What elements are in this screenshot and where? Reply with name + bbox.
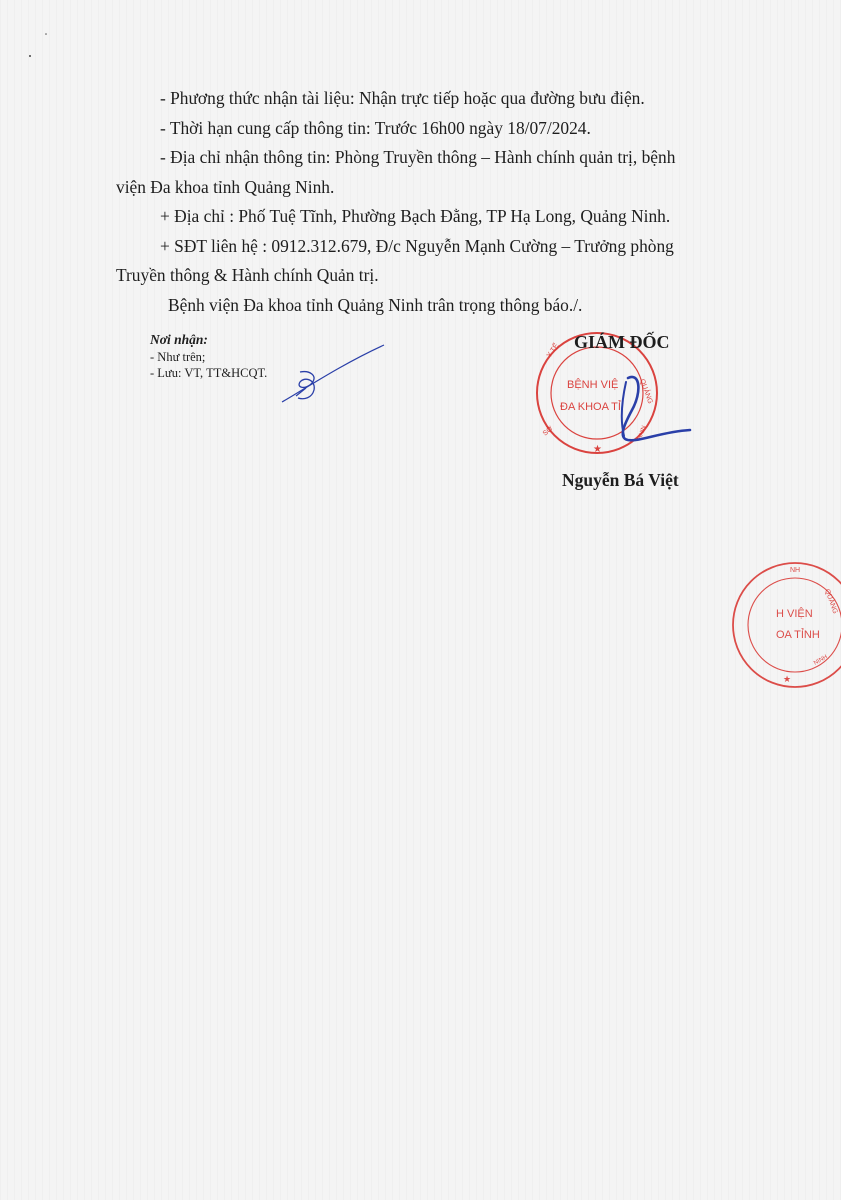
svg-text:SỞ: SỞ: [541, 425, 555, 438]
svg-text:★: ★: [783, 674, 792, 684]
recipient-item: - Như trên;: [150, 350, 206, 364]
svg-text:OA TỈNH: OA TỈNH: [776, 629, 820, 641]
receiving-method-line: - Phương thức nhận tài liệu: Nhận trực tiếp hoặc qua đường bưu điện.: [160, 88, 645, 108]
svg-text:H VIỆN: H VIỆN: [776, 608, 813, 620]
recipients-heading: Nơi nhận:: [150, 332, 208, 347]
deadline-line: - Thời hạn cung cấp thông tin: Trước 16h00 ngày 18/07/2024.: [160, 117, 591, 138]
signatory-title: GIÁM ĐỐC: [574, 332, 670, 352]
svg-text:★: ★: [593, 444, 602, 455]
street-address-line: + Địa chỉ : Phố Tuệ Tĩnh, Phường Bạch Đằng, TP Hạ Long, Quảng Ninh.: [160, 206, 671, 226]
svg-text:ĐA KHOA TỈ: ĐA KHOA TỈ: [560, 401, 621, 413]
svg-text:Y TẾ: Y TẾ: [545, 342, 561, 360]
contact-phone-line-cont: Truyền thông & Hành chính Quản trị.: [116, 265, 379, 285]
svg-text:NINH: NINH: [635, 424, 646, 441]
receiving-address-line-cont: viện Đa khoa tỉnh Quảng Ninh.: [116, 176, 335, 197]
document-body: [116, 84, 756, 320]
svg-text:QUẢNG: QUẢNG: [638, 378, 654, 405]
receiving-address-line: - Địa chỉ nhận thông tin: Phòng Truyền thông – Hành chính quản trị, bệnh: [160, 147, 676, 167]
svg-text:QUẢNG: QUẢNG: [823, 588, 839, 615]
recipients-block: [150, 332, 267, 381]
signatory-name: Nguyễn Bá Việt: [562, 470, 679, 490]
recipient-item: - Lưu: VT, TT&HCQT.: [150, 366, 268, 380]
svg-text:NINH: NINH: [813, 654, 829, 667]
svg-text:BỆNH VIỆ: BỆNH VIỆ: [567, 379, 619, 391]
closing-line: Bệnh viện Đa khoa tỉnh Quảng Ninh trân trọng thông báo./.: [168, 294, 583, 315]
svg-text:NH: NH: [790, 567, 801, 574]
contact-phone-line: + SĐT liên hệ : 0912.312.679, Đ/c Nguyễn Mạnh Cường – Trưởng phòng: [160, 235, 674, 256]
